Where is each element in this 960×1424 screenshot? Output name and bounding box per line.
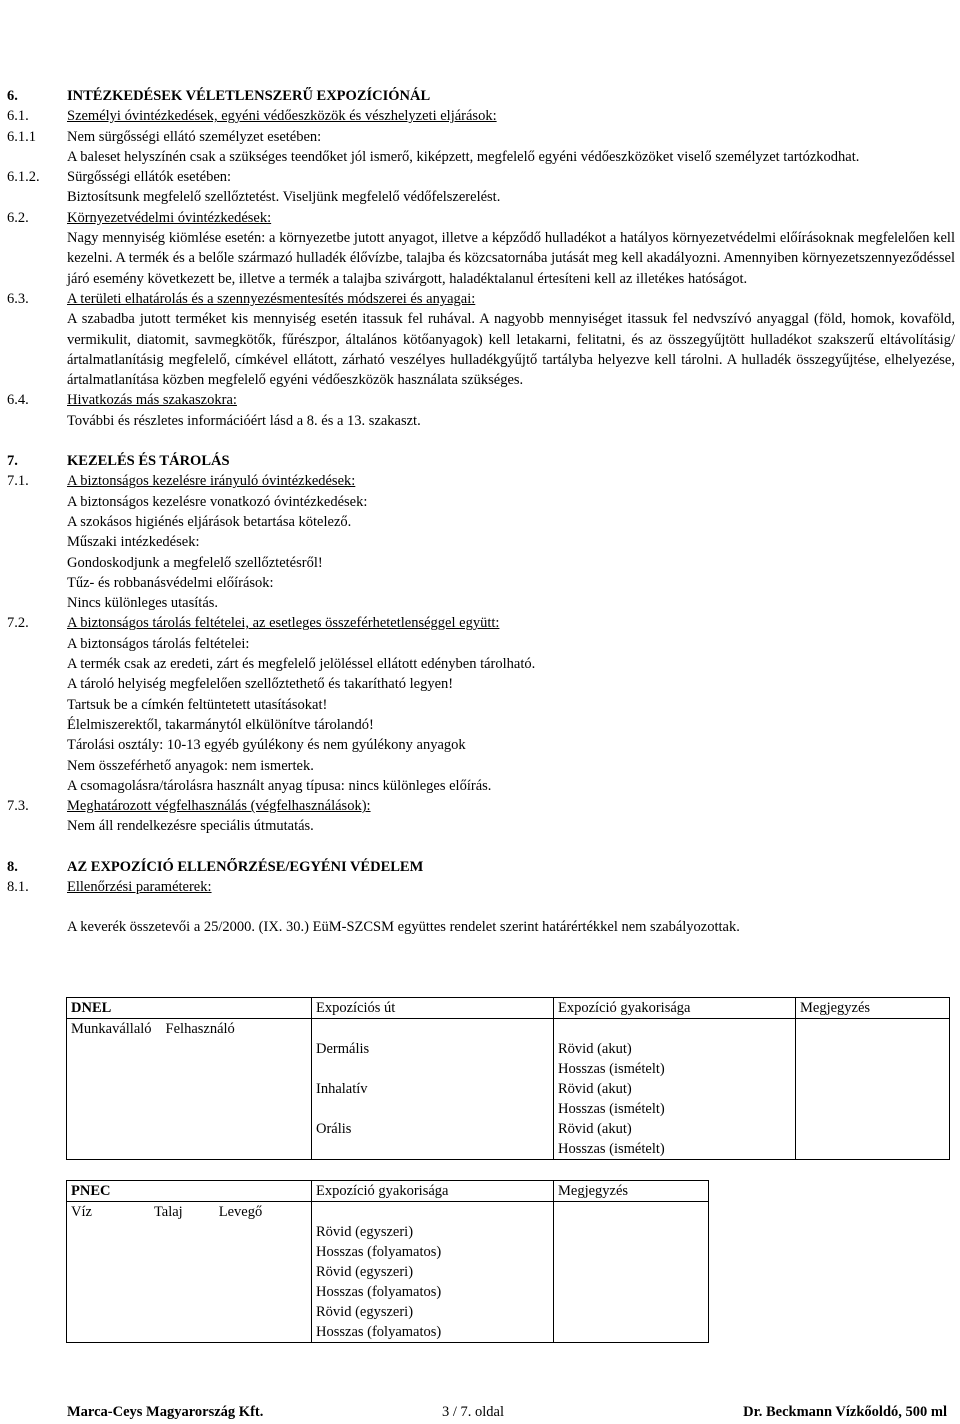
pnec-subheader: Víz Talaj Levegő [67,1202,312,1343]
header-reviewed: Felülvizsgálat időpontja: 2012. december 5. [8,20,276,36]
footer-page-number: 3 / 7. oldal [442,1404,505,1420]
section-6-4: 6.4. Hivatkozás más szakaszokra: További és részletes információért lásd a 8. és a 13. szakaszt. [7,392,421,429]
footer-product: Dr. Beckmann Vízkőoldó, 500 ml [743,1404,947,1420]
dnel-header-cell: DNEL [67,998,312,1019]
section-6-1: 6.1. Személyi óvintézkedések, egyéni védőeszközök és vészhelyzeti eljárások: [7,108,497,125]
document-header [8,0,276,57]
section-6-1-2: 6.1.2. Sürgősségi ellátók esetében: Biztosítsunk megfelelő szellőztetést. Viseljünk megfelelő védőfelszerelést. [7,169,501,206]
section-7-2: 7.2. A biztonságos tárolás feltételei, az esetleges összeférhetetlenséggel együtt: A biztonságos tárolás feltételei: A termék csak az eredeti, zárt és megfelelő jelöléssel ellátott edényben tárolható. A tároló helyiség megfelelően szellőztethető és takarítható legyen! Tartsuk be a címkén feltüntetett utasításokat! Élelmiszerektől, takarmánytól elkülönítve tárolandó! Tárolási osztály: 10-13 egyéb gyúlékony és nem gyúlékony anyagok Nem összeférhető anyagok: nem ismertek. A csomagolásra/tárolásra használt anyag típusa: nincs különleges előírás. [7,615,536,794]
section-8-1: 8.1. Ellenőrzési paraméterek: [7,878,212,895]
section-7-3: 7.3. Meghatározott végfelhasználás (végfelhasználások): Nem áll rendelkezésre speciális útmutatás. [7,798,371,835]
pnec-frequencies: Rövid (egyszeri) Hosszas (folyamatos) Rövid (egyszeri) Hosszas (folyamatos) Rövid (egyszeri) Hosszas (folyamatos) [312,1202,554,1343]
footer-company: Marca-Ceys Magyarország Kft. [67,1404,264,1420]
section-7-heading: 7. KEZELÉS ÉS TÁROLÁS [7,453,230,470]
dnel-table: DNEL Expozíciós út Expozíció gyakorisága Megjegyzés Munkavállaló Felhasználó Dermális Inhalatív Orális Rövid (akut) Hosszas (ismételt) Rövid (akut) Hosszas (ismételt) Rövid (akut) Hosszas (ismételt) [66,997,950,1160]
pnec-notes [554,1202,709,1343]
header-url[interactable]: http://www.biztonsagiadatlap.hu [745,19,948,35]
section-6-1-1: 6.1.1 Nem sürgősségi ellátó személyzet esetében: A baleset helyszínén csak a szükséges teendőket jól ismerő, kiképzett, megfelelő egyéni védőeszközöket viselő személyzet tartózkodhat. [7,128,860,165]
header-created: Elkészítés időpontja: 2008. szeptember 22. [8,1,270,17]
dnel-subheader: Munkavállaló Felhasználó [67,1019,312,1160]
section-7-1: 7.1. A biztonságos kezelésre irányuló óvintézkedések: A biztonságos kezelésre vonatkozó óvintézkedések: A szokásos higiénés eljárások betartása kötelező. Műszaki intézkedések: Gondoskodjunk a megfelelő szellőztetésről! Tűz- és robbanásvédelmi előírások: Nincs különleges utasítás. [7,473,368,612]
header-version: Verziószám: 2 [8,39,95,55]
dnel-frequencies: Rövid (akut) Hosszas (ismételt) Rövid (akut) Hosszas (ismételt) Rövid (akut) Hosszas (ismételt) [554,1019,796,1160]
section-6-2: 6.2. Környezetvédelmi óvintézkedések: Nagy mennyiség kiömlése esetén: a környezetbe jutott anyagot, illetve a képződő hulladékot a hatályos környezetvédelmi előírásoknak megfelelően kell kezelni. A termék és a belőle származó hulladék élővízbe, talajba és közcsatornába jutását meg kell akadályozni. Amennyiben környezetszennyeződéssel járó esemény következett be, illetve a termék a talajba szivárgott, haladéktalanul értesíteni kell az illetékes hatóságot. [7,209,955,287]
section-8-1-text: A keverék összetevői a 25/2000. (IX. 30.) EüM-SZCSM együttes rendelet szerint határértékkel nem szabályozottak. [67,919,740,936]
section-8-heading: 8. AZ EXPOZÍCIÓ ELLENŐRZÉSE/EGYÉNI VÉDELEM [7,858,424,875]
dnel-routes: Dermális Inhalatív Orális [312,1019,554,1160]
dnel-notes [796,1019,950,1160]
section-6-heading: 6. INTÉZKEDÉSEK VÉLETLENSZERŰ EXPOZÍCIÓNÁL [7,88,431,104]
document-body [7,86,955,938]
pnec-header-cell: PNEC [67,1181,312,1202]
pnec-table: PNEC Expozíció gyakorisága Megjegyzés Víz Talaj Levegő Rövid (egyszeri) Hosszas (folyamatos) Rövid (egyszeri) Hosszas (folyamatos) Rövid (egyszeri) Hosszas (folyamatos) [66,1180,709,1343]
section-6-3: 6.3. A területi elhatárolás és a szennyezésmentesítés módszerei és anyagai: A szabadba jutott terméket kis mennyiség esetén itassuk fel ruhával. A nagyobb mennyiséget itassuk fel nedvszívó anyaggal (föld, homok, kovaföld, vermikulit, diatomit, savmegkötők, fűrészpor, általános kötőanyagok) kell letakarni, felitatni, és az összegyűjtött hulladékot szakszerű eltávolításig/ártalmatlanításig megfelelő, címkével ellátott, zárható veszélyes hulladékgyűjtő tartályba helyezve kell tárolni. A hulladék összegyűjtése, elhelyezése, ártalmatlanítása közben megfelelő egyéni védőeszközök használata szükséges. [7,290,955,389]
